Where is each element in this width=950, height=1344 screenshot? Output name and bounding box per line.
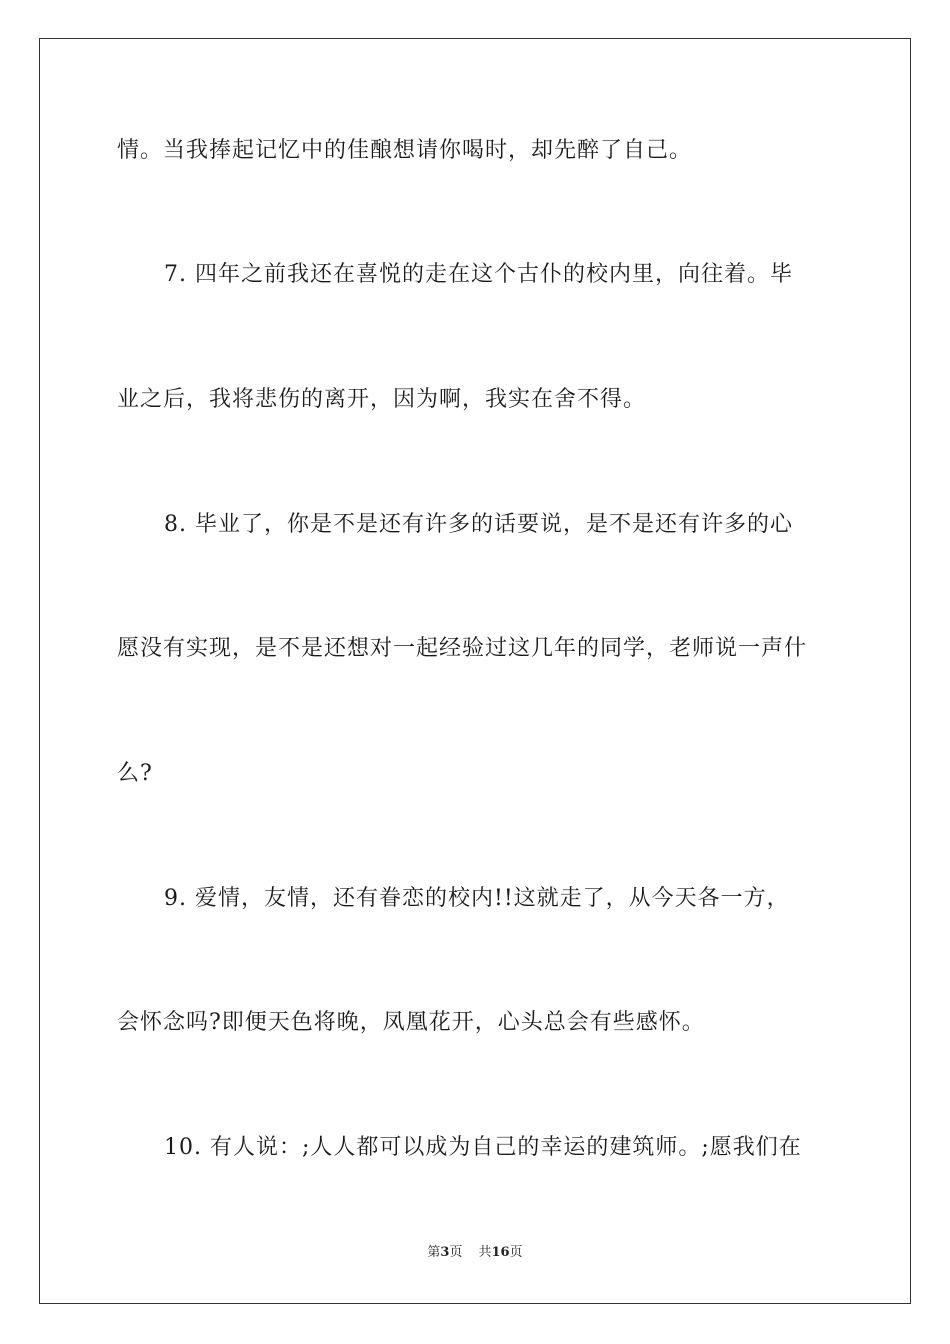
total-page-number: 16 bbox=[491, 1245, 510, 1260]
current-page-number: 3 bbox=[440, 1245, 450, 1260]
paragraph-10-line-1: 10. 有人说：;人人都可以成为自己的幸运的建筑师。;愿我们在 bbox=[164, 1135, 802, 1160]
paragraph-9-line-1: 9. 爱情，友情，还有眷恋的校内!!这就走了，从今天各一方， bbox=[164, 886, 790, 911]
page-prefix: 第 bbox=[427, 1245, 441, 1260]
total-prefix: 共 bbox=[478, 1245, 492, 1260]
total-suffix: 页 bbox=[509, 1245, 523, 1260]
page-border bbox=[39, 38, 911, 1304]
paragraph-7-line-2: 业之后，我将悲伤的离开，因为啊，我实在舍不得。 bbox=[117, 387, 647, 412]
page-suffix: 页 bbox=[449, 1245, 463, 1260]
paragraph-8-line-1: 8. 毕业了，你是不是还有许多的话要说，是不是还有许多的心 bbox=[164, 512, 793, 537]
paragraph-7-line-1: 7. 四年之前我还在喜悦的走在这个古仆的校内里，向往着。毕 bbox=[164, 262, 793, 287]
page-footer bbox=[0, 1244, 950, 1262]
paragraph-6-continuation: 情。当我捧起记忆中的佳酿想请你喝时，却先醉了自己。 bbox=[117, 138, 693, 163]
paragraph-8-line-3: 么? bbox=[117, 761, 153, 786]
paragraph-9-line-2: 会怀念吗?即便天色将晚，凤凰花开，心头总会有些感怀。 bbox=[117, 1010, 705, 1035]
paragraph-8-line-2: 愿没有实现，是不是还想对一起经验过这几年的同学，老师说一声什 bbox=[117, 636, 808, 661]
